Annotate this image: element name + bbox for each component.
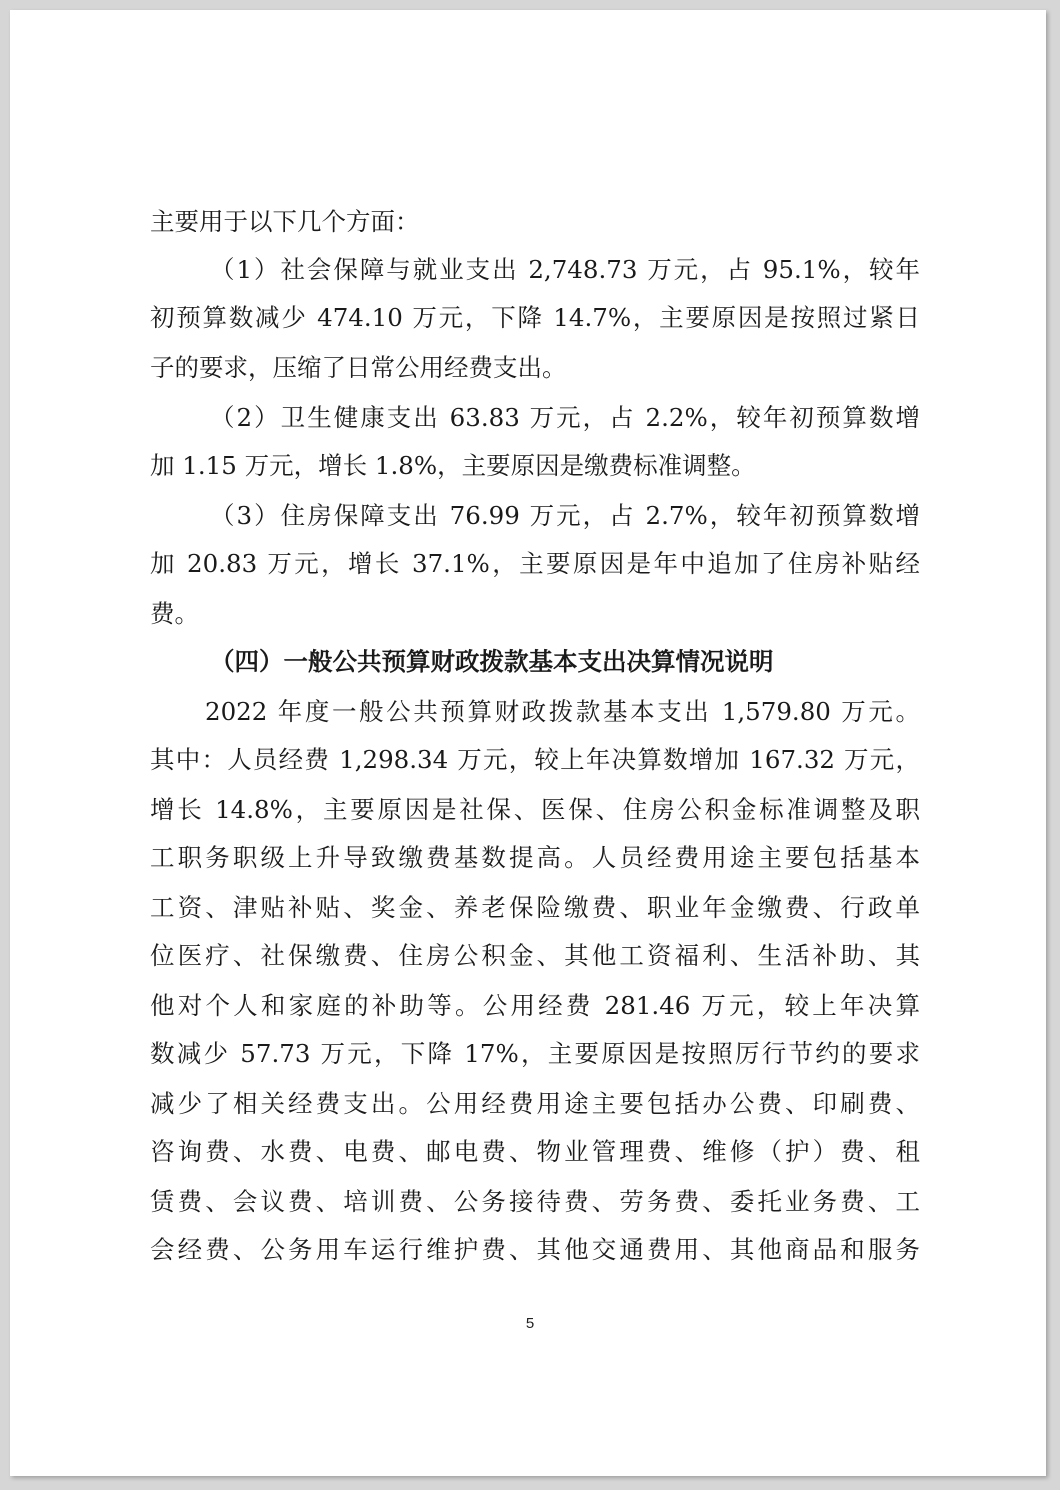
text-line: 赁费、会议费、培训费、公务接待费、劳务费、委托业务费、工	[150, 1187, 920, 1216]
text-line: 位医疗、社保缴费、住房公积金、其他工资福利、生活补助、其	[150, 941, 920, 970]
text-line: 数减少 57.73 万元，下降 17%，主要原因是按照厉行节约的要求	[150, 1039, 920, 1068]
section-heading: （四）一般公共预算财政拨款基本支出决算情况说明	[210, 647, 774, 676]
text-line: 其中：人员经费 1,298.34 万元，较上年决算数增加 167.32 万元，	[150, 745, 920, 774]
text-line: 子的要求，压缩了日常公用经费支出。	[150, 353, 567, 382]
text-line: 主要用于以下几个方面：	[150, 207, 420, 236]
text-line: 2022 年度一般公共预算财政拨款基本支出 1,579.80 万元。	[205, 697, 920, 726]
text-line: 加 1.15 万元，增长 1.8%，主要原因是缴费标准调整。	[150, 451, 756, 480]
text-line: 增长 14.8%，主要原因是社保、医保、住房公积金标准调整及职	[150, 795, 920, 824]
page-number: 5	[525, 1315, 535, 1332]
text-line: 工资、津贴补贴、奖金、养老保险缴费、职业年金缴费、行政单	[150, 893, 920, 922]
text-line: 加 20.83 万元，增长 37.1%，主要原因是年中追加了住房补贴经	[150, 549, 920, 578]
text-line: 会经费、公务用车运行维护费、其他交通费用、其他商品和服务	[150, 1235, 920, 1264]
text-line: 工职务职级上升导致缴费基数提高。人员经费用途主要包括基本	[150, 843, 920, 872]
text-line: （3）住房保障支出 76.99 万元，占 2.7%，较年初预算数增	[210, 501, 920, 530]
text-line: 减少了相关经费支出。公用经费用途主要包括办公费、印刷费、	[150, 1089, 920, 1118]
text-line: 咨询费、水费、电费、邮电费、物业管理费、维修（护）费、租	[150, 1137, 920, 1166]
text-line: 费。	[150, 599, 199, 628]
text-line: 他对个人和家庭的补助等。公用经费 281.46 万元，较上年决算	[150, 991, 920, 1020]
text-line: （2）卫生健康支出 63.83 万元，占 2.2%，较年初预算数增	[210, 403, 920, 432]
text-line: （1）社会保障与就业支出 2,748.73 万元，占 95.1%，较年	[210, 255, 920, 284]
text-line: 初预算数减少 474.10 万元，下降 14.7%，主要原因是按照过紧日	[150, 303, 920, 332]
